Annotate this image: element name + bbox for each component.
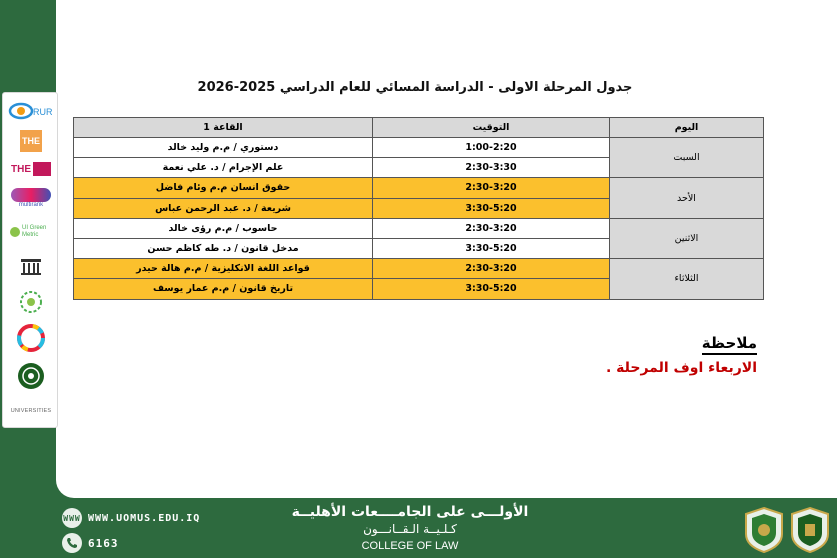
header-time: التوقيت [373, 118, 610, 138]
table-header-row [74, 118, 764, 138]
arab-engineers-logo [7, 359, 55, 393]
time-cell: 3:30-5:20 [373, 198, 610, 218]
building-logo [7, 257, 55, 277]
engineers-seal-icon [16, 361, 46, 391]
sdg-logo [7, 323, 55, 353]
time-cell: 2:30-3:20 [373, 178, 610, 198]
table-row [74, 138, 764, 158]
phone-icon [62, 533, 82, 553]
university-seal-icon [788, 506, 832, 554]
impact-badge-icon [33, 162, 51, 176]
time-cell: 3:30-5:20 [373, 279, 610, 299]
course-cell: دستوري / م.م وليد خالد [74, 138, 373, 158]
page-title: جدول المرحلة الاولى - الدراسة المسائي للعام الدراسي 2025-2026 [197, 80, 633, 95]
note-heading: ملاحظة [702, 334, 757, 355]
multirank-text: multirank [18, 202, 44, 208]
sdg-wheel-icon [17, 324, 45, 352]
rur-icon [7, 100, 55, 122]
course-cell: علم الإجرام / د. علي نعمة [74, 158, 373, 178]
phone-number: 6163 [88, 536, 119, 550]
day-cell: الاثنين [610, 218, 764, 258]
footer-university-name: الأولـــى على الجامــــعات الأهليــة [291, 504, 529, 520]
header-hall: القاعة 1 [74, 118, 373, 138]
greenmetric-text: UI Green Metric [22, 225, 47, 238]
greenmetric-icon [10, 227, 20, 237]
table-row [74, 259, 764, 279]
universities-text: UNIVERSITIES [10, 408, 52, 414]
table-row [74, 178, 764, 198]
table-row [74, 218, 764, 238]
note-text: الاربعاء اوف المرحلة . [605, 360, 757, 376]
day-cell: الأحد [610, 178, 764, 218]
time-cell: 1:00-2:20 [373, 138, 610, 158]
header-day: اليوم [610, 118, 764, 138]
day-cell: الثلاثاء [610, 259, 764, 299]
footer-website[interactable] [62, 508, 200, 528]
college-seal-icon [742, 506, 786, 554]
the-impact-logo [7, 159, 55, 179]
the-logo-text: THE [20, 130, 42, 152]
universities-logo [7, 401, 55, 421]
course-cell: مدخل قانون / د. طه كاظم حسن [74, 238, 373, 258]
footer-college-arabic: كـلـيــة الـقــانـــون [363, 522, 457, 536]
course-cell: شريعة / د. عبد الرحمن عباس [74, 198, 373, 218]
course-cell: حاسوب / م.م رؤى خالد [74, 218, 373, 238]
building-icon [20, 258, 42, 276]
multirank-logo [7, 185, 55, 211]
the-logo [7, 129, 55, 153]
rur-text: RUR [33, 107, 53, 117]
day-cell: السبت [610, 138, 764, 178]
website-text: WWW.UOMUS.EDU.IQ [88, 512, 201, 524]
schedule-table [73, 117, 764, 300]
rur-logo [7, 99, 55, 123]
footer-phone[interactable] [62, 533, 119, 553]
course-cell: قواعد اللغة الانكليزية / م.م هالة حيدر [74, 259, 373, 279]
arab-universities-logo [7, 289, 55, 315]
footer-college-english: COLLEGE OF LAW [361, 540, 459, 552]
course-cell: تاريخ قانون / م.م عمار يوسف [74, 279, 373, 299]
multirank-icon [11, 188, 51, 202]
the-impact-text: THE [11, 163, 31, 175]
greenmetric-logo [7, 217, 55, 247]
laurel-icon [19, 290, 43, 314]
time-cell: 2:30-3:20 [373, 259, 610, 279]
time-cell: 3:30-5:20 [373, 238, 610, 258]
time-cell: 2:30-3:30 [373, 158, 610, 178]
time-cell: 2:30-3:20 [373, 218, 610, 238]
rankings-sidebar [2, 92, 58, 428]
globe-icon: WWW [62, 508, 82, 528]
course-cell: حقوق انسان م.م وئام فاضل [74, 178, 373, 198]
